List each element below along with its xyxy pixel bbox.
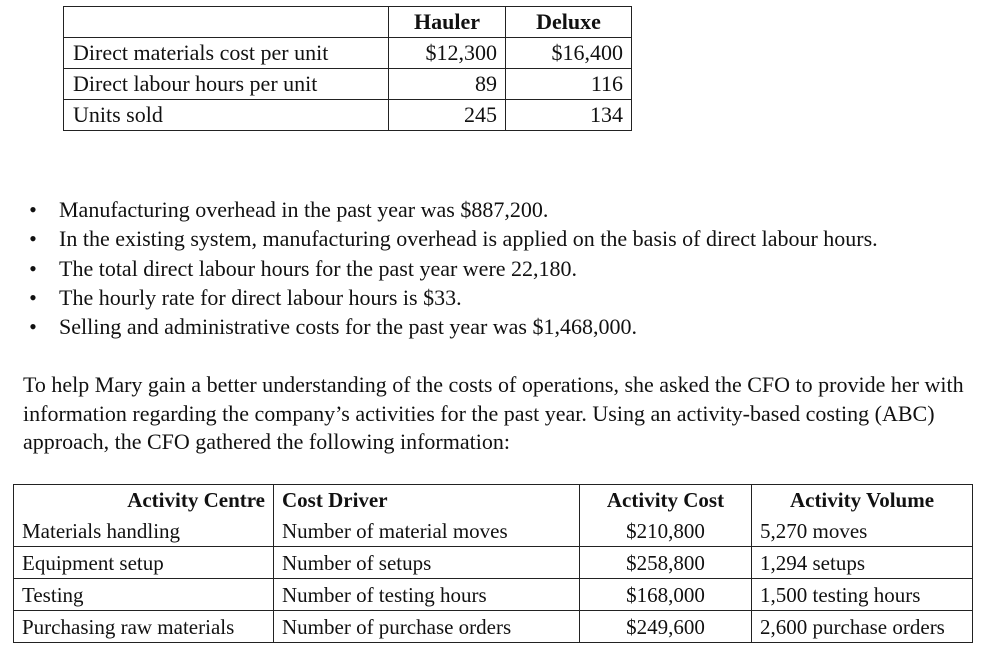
activity-centre: Materials handling <box>14 515 274 547</box>
bullet-text: Manufacturing overhead in the past year was $887,200. <box>59 197 549 222</box>
bullet-text: The total direct labour hours for the past year were 22,180. <box>59 255 578 281</box>
header-activity-centre: Activity Centre <box>14 485 274 516</box>
activity-cost: $258,800 <box>580 547 752 579</box>
list-item <box>27 254 878 283</box>
table-row <box>14 547 973 579</box>
table-row <box>64 69 632 100</box>
activity-volume: 2,600 purchase orders <box>752 611 973 643</box>
activity-volume: 1,294 setups <box>752 547 973 579</box>
bullet-text: In the existing system, manufacturing overhead is applied on the basis of direct labour hours. <box>59 226 878 252</box>
table-row <box>64 100 632 131</box>
header-hauler: Hauler <box>389 7 506 38</box>
bullet-icon: • <box>29 284 37 310</box>
activity-table <box>13 484 973 643</box>
activity-centre: Purchasing raw materials <box>14 611 274 643</box>
activity-table-header <box>14 485 973 516</box>
cost-driver: Number of testing hours <box>274 579 580 611</box>
list-item <box>27 283 878 312</box>
intro-paragraph: To help Mary gain a better understanding of the costs of operations, she asked the CFO to provide her with information regarding the company’s activities for the past year. Using an activity-based costing (ABC) approach, the CFO gathered the following information: <box>23 372 964 454</box>
activity-volume: 1,500 testing hours <box>752 579 973 611</box>
product-table <box>63 6 632 131</box>
bullet-icon: • <box>29 255 37 281</box>
table-row <box>14 611 973 643</box>
table-row <box>14 579 973 611</box>
hauler-value: $12,300 <box>389 38 506 69</box>
hauler-value: 89 <box>389 69 506 100</box>
product-table-header <box>64 7 632 38</box>
header-activity-volume: Activity Volume <box>752 485 973 516</box>
list-item <box>27 312 878 341</box>
bullet-icon: • <box>29 226 37 252</box>
activity-centre: Equipment setup <box>14 547 274 579</box>
row-label: Units sold <box>64 100 389 131</box>
deluxe-value: 134 <box>506 100 632 131</box>
table-row <box>14 515 973 547</box>
header-deluxe: Deluxe <box>506 7 632 38</box>
cost-driver: Number of purchase orders <box>274 611 580 643</box>
row-label: Direct labour hours per unit <box>64 69 389 100</box>
cost-driver: Number of material moves <box>274 515 580 547</box>
cost-driver: Number of setups <box>274 547 580 579</box>
header-cost-driver: Cost Driver <box>274 485 580 516</box>
list-item <box>27 195 878 224</box>
bullet-icon: • <box>29 197 37 222</box>
bullet-list <box>27 195 878 341</box>
header-activity-cost: Activity Cost <box>580 485 752 516</box>
list-item <box>27 224 878 253</box>
table-row <box>64 38 632 69</box>
bullet-icon: • <box>29 314 37 340</box>
row-label: Direct materials cost per unit <box>64 38 389 69</box>
bullet-text: Selling and administrative costs for the past year was $1,468,000. <box>59 314 637 340</box>
bullet-text: The hourly rate for direct labour hours is $33. <box>59 284 462 310</box>
header-empty <box>64 7 389 38</box>
activity-cost: $249,600 <box>580 611 752 643</box>
activity-cost: $210,800 <box>580 515 752 547</box>
deluxe-value: $16,400 <box>506 38 632 69</box>
hauler-value: 245 <box>389 100 506 131</box>
activity-volume: 5,270 moves <box>752 515 973 547</box>
deluxe-value: 116 <box>506 69 632 100</box>
activity-cost: $168,000 <box>580 579 752 611</box>
activity-centre: Testing <box>14 579 274 611</box>
